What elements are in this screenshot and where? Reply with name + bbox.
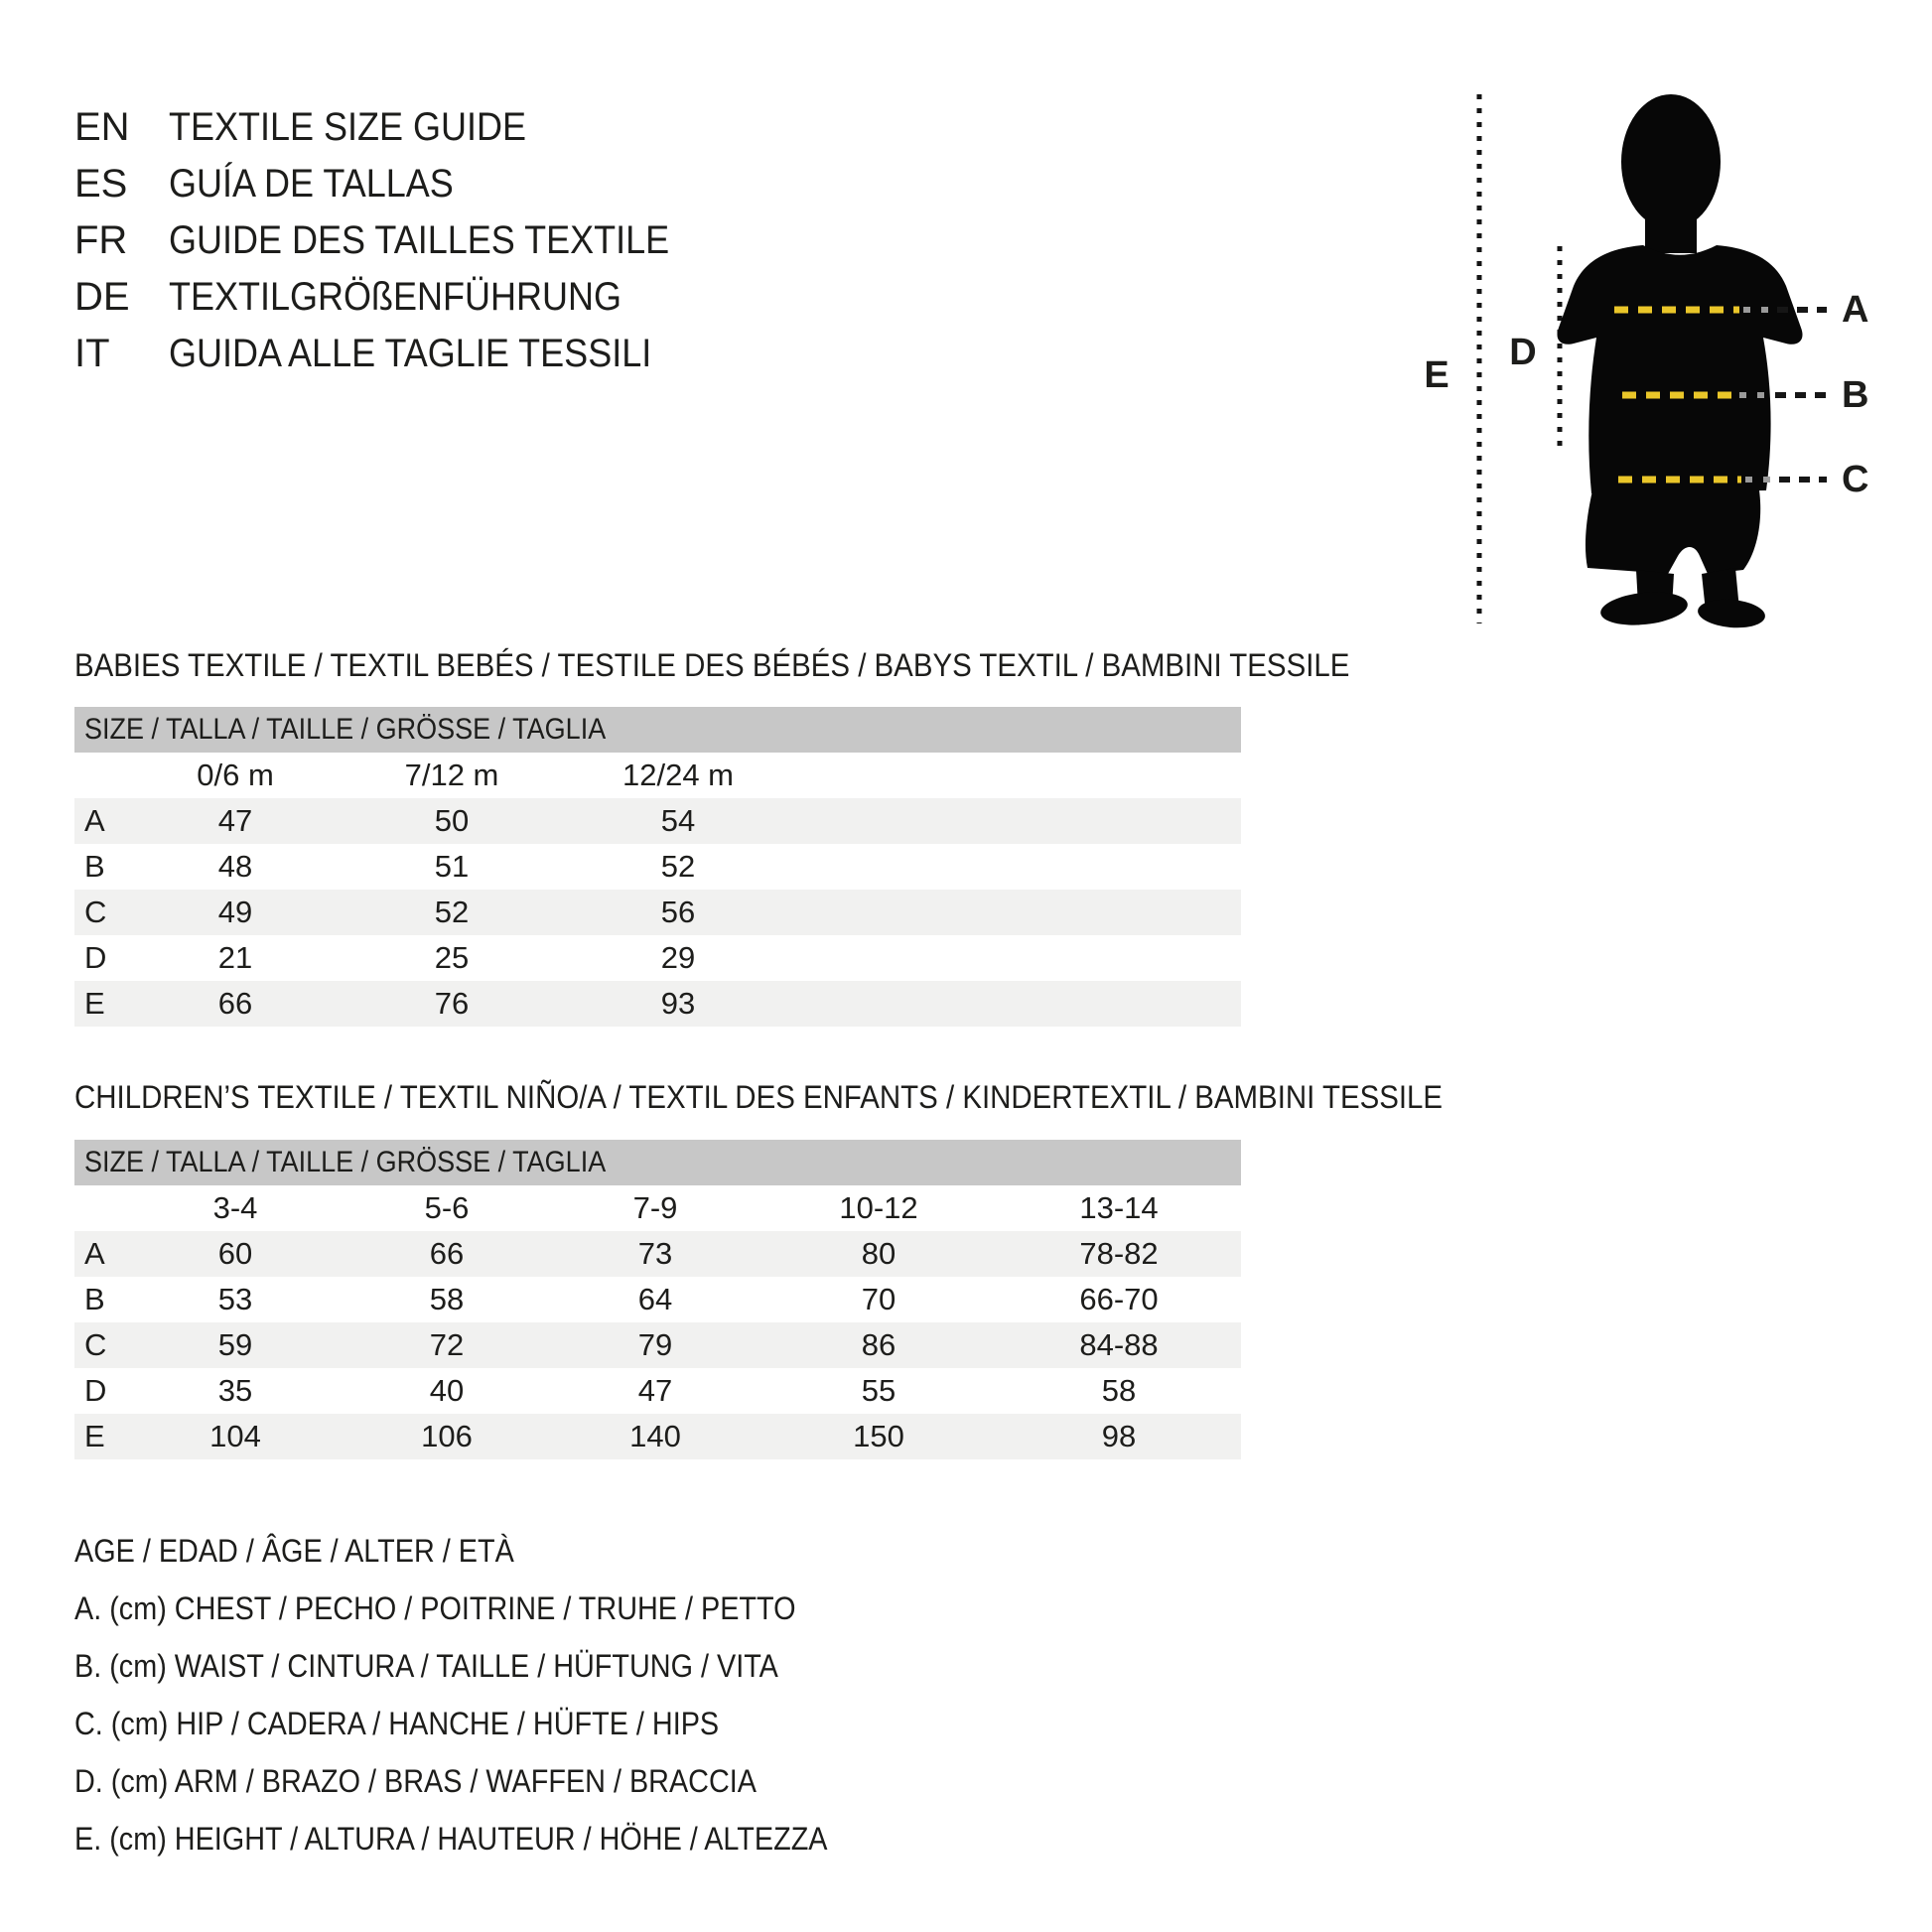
- column-header: 7/12 m: [404, 758, 499, 792]
- size-value-cell: 60: [217, 1236, 253, 1271]
- measurement-legend: [74, 1522, 911, 1867]
- size-value-cell: 55: [861, 1373, 897, 1408]
- column-header: 0/6 m: [197, 758, 274, 792]
- size-header-bar: SIZE / TALLA / TAILLE / GRÖSSE / TAGLIA: [74, 1140, 1241, 1185]
- child-measurement-diagram: [1390, 50, 1932, 685]
- table-row: [74, 1322, 1241, 1368]
- size-value-cell: 48: [217, 849, 253, 884]
- language-code: EN: [74, 105, 130, 149]
- column-header: 12/24 m: [621, 758, 734, 792]
- size-value-cell: 29: [660, 940, 696, 975]
- size-value-cell: 98: [1101, 1419, 1137, 1453]
- size-value-cell: 40: [429, 1373, 465, 1408]
- table-row: [74, 1414, 1241, 1459]
- silhouette-neck: [1645, 213, 1697, 253]
- size-value-cell: 47: [217, 803, 253, 838]
- row-label: E: [84, 1419, 105, 1453]
- size-value-cell: 73: [637, 1236, 673, 1271]
- table-row: [74, 1277, 1241, 1322]
- size-value-cell: 104: [209, 1419, 261, 1453]
- size-value-cell: 47: [637, 1373, 673, 1408]
- language-code: ES: [74, 162, 128, 206]
- guide-title: GUIDA ALLE TAGLIE TESSILI: [169, 332, 652, 375]
- column-header: 7-9: [632, 1190, 678, 1225]
- table-row: [74, 798, 1241, 844]
- legend-line-height: E. (cm) HEIGHT / ALTURA / HAUTEUR / HÖHE / ALTEZZA: [74, 1820, 828, 1857]
- size-value-cell: 52: [434, 895, 470, 929]
- column-header-row: [74, 753, 1241, 798]
- measure-label-a: A: [1842, 289, 1869, 331]
- measure-label-e: E: [1424, 354, 1449, 396]
- language-code: FR: [74, 218, 128, 262]
- row-label: B: [84, 849, 105, 884]
- size-value-cell: 49: [217, 895, 253, 929]
- silhouette-torso: [1557, 245, 1802, 493]
- size-value-cell: 50: [434, 803, 470, 838]
- size-value-cell: 64: [637, 1282, 673, 1316]
- language-code: DE: [74, 275, 130, 319]
- size-value-cell: 70: [861, 1282, 897, 1316]
- silhouette-shorts: [1586, 490, 1760, 574]
- legend-line-age: AGE / EDAD / ÂGE / ALTER / ETÀ: [74, 1532, 514, 1569]
- table-row: [74, 935, 1241, 981]
- size-value-cell: 84-88: [1079, 1327, 1159, 1362]
- legend-line-arm: D. (cm) ARM / BRAZO / BRAS / WAFFEN / BRACCIA: [74, 1762, 757, 1799]
- row-label: D: [84, 940, 107, 975]
- column-header-row: [74, 1185, 1241, 1231]
- size-header-bar: SIZE / TALLA / TAILLE / GRÖSSE / TAGLIA: [74, 707, 1241, 753]
- size-value-cell: 76: [434, 986, 470, 1021]
- guide-title: GUÍA DE TALLAS: [169, 162, 454, 206]
- size-value-cell: 51: [434, 849, 470, 884]
- row-label: E: [84, 986, 105, 1021]
- size-value-cell: 86: [861, 1327, 897, 1362]
- size-value-cell: 80: [861, 1236, 897, 1271]
- silhouette-left-shoe: [1599, 588, 1690, 628]
- size-value-cell: 35: [217, 1373, 253, 1408]
- guide-title: GUIDE DES TAILLES TEXTILE: [169, 218, 670, 262]
- size-value-cell: 79: [637, 1327, 673, 1362]
- legend-line-waist: B. (cm) WAIST / CINTURA / TAILLE / HÜFTUNG / VITA: [74, 1647, 778, 1684]
- language-code: IT: [74, 332, 110, 375]
- list-item: [74, 99, 725, 156]
- size-value-cell: 150: [853, 1419, 904, 1453]
- column-header: 3-4: [212, 1190, 258, 1225]
- size-value-cell: 21: [217, 940, 253, 975]
- table-row: [74, 890, 1241, 935]
- row-label: D: [84, 1373, 107, 1408]
- size-value-cell: 66: [429, 1236, 465, 1271]
- table-row: [74, 981, 1241, 1027]
- size-value-cell: 58: [429, 1282, 465, 1316]
- size-value-cell: 58: [1101, 1373, 1137, 1408]
- size-value-cell: 56: [660, 895, 696, 929]
- size-value-cell: 59: [217, 1327, 253, 1362]
- size-value-cell: 78-82: [1079, 1236, 1159, 1271]
- measure-label-d: D: [1509, 332, 1537, 373]
- size-value-cell: 52: [660, 849, 696, 884]
- language-title-list: [74, 99, 725, 382]
- babies-size-table: [74, 707, 1241, 1027]
- row-label: A: [84, 803, 105, 838]
- row-label: C: [84, 1327, 107, 1362]
- children-size-table: [74, 1140, 1241, 1459]
- size-value-cell: 72: [429, 1327, 465, 1362]
- row-label: A: [84, 1236, 105, 1271]
- measure-label-c: C: [1842, 459, 1869, 500]
- size-value-cell: 66-70: [1079, 1282, 1159, 1316]
- size-value-cell: 53: [217, 1282, 253, 1316]
- row-label: B: [84, 1282, 105, 1316]
- list-item: [74, 156, 725, 212]
- legend-line-hip: C. (cm) HIP / CADERA / HANCHE / HÜFTE / HIPS: [74, 1705, 720, 1741]
- row-label: C: [84, 895, 107, 929]
- column-header: 10-12: [839, 1190, 918, 1225]
- table-row: [74, 1368, 1241, 1414]
- size-value-cell: 106: [421, 1419, 473, 1453]
- children-section-title: CHILDREN’S TEXTILE / TEXTIL NIÑO/A / TEXTIL DES ENFANTS / KINDERTEXTIL / BAMBINI TESSILE: [74, 1079, 1444, 1115]
- size-value-cell: 66: [217, 986, 253, 1021]
- table-row: [74, 1231, 1241, 1277]
- guide-title: TEXTILE SIZE GUIDE: [169, 105, 527, 149]
- legend-line-chest: A. (cm) CHEST / PECHO / POITRINE / TRUHE / PETTO: [74, 1589, 796, 1626]
- table-row: [74, 844, 1241, 890]
- size-value-cell: 25: [434, 940, 470, 975]
- size-value-cell: 93: [660, 986, 696, 1021]
- column-header: 13-14: [1079, 1190, 1159, 1225]
- silhouette-head: [1621, 94, 1721, 229]
- size-value-cell: 54: [660, 803, 696, 838]
- size-value-cell: 140: [629, 1419, 681, 1453]
- measure-label-b: B: [1842, 374, 1869, 416]
- list-item: [74, 269, 725, 326]
- babies-section-title: BABIES TEXTILE / TEXTIL BEBÉS / TESTILE DES BÉBÉS / BABYS TEXTIL / BAMBINI TESSILE: [74, 647, 1350, 683]
- list-item: [74, 212, 725, 269]
- guide-title: TEXTILGRÖßENFÜHRUNG: [169, 275, 622, 319]
- column-header: 5-6: [424, 1190, 470, 1225]
- list-item: [74, 326, 725, 382]
- child-silhouette: [1557, 94, 1802, 630]
